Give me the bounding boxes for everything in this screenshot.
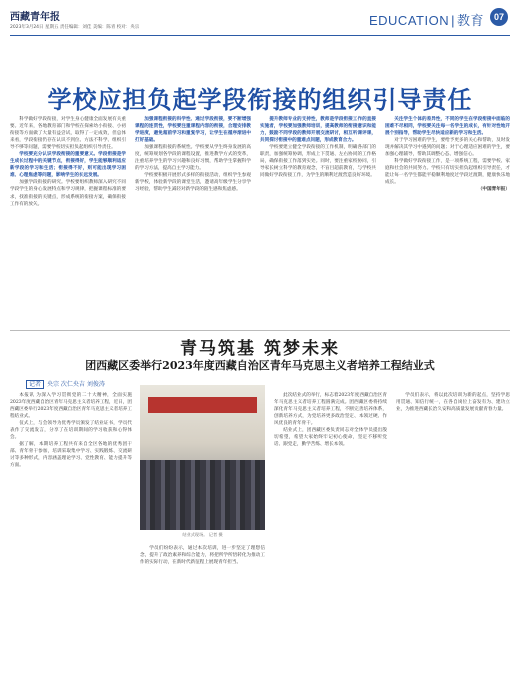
- article1-col2: [135, 116, 251, 194]
- article2-subtitle: 团西藏区委举行2023年度西藏自治区青年马克思主义者培养工程结业式: [85, 359, 435, 372]
- reporter-names: 央宗 次仁央吉 刘俊涛: [47, 381, 105, 388]
- paragraph: 仪式上，与会领导为优秀学员颁发了结业证书，学员代表作了交流发言，分享了在培训期间的学习收获和心得体会。: [10, 421, 132, 441]
- article1-title: 学校应担负起学段衔接的组织引导责任: [47, 86, 473, 114]
- paragraph: 加强学段衔接的研究。学校要组织教师深入研究不同学段学生的身心发展特点和学习规律，把握课程标准的要求，找准衔接的关键点，形成系统的衔接方案，确保衔接工作有的放矢。: [10, 180, 126, 207]
- paragraph: 本报讯 为深入学习贯彻党的二十大精神，全面实施2023年度西藏自治区青年马克思主义者培养工程，近日，团西藏区委举行2023年度西藏自治区青年马克思主义者培养工程结业式。: [10, 393, 132, 420]
- article1-col4: [385, 116, 510, 194]
- paragraph: 对于学习困难的学生，要给予更多的关心和帮助，及时发现并解决其学习中遇到的问题；对于心理适应困难的学生，要加强心理辅导，帮助其调整心态、增强信心。: [385, 138, 510, 158]
- article2-col3: [274, 392, 387, 448]
- article2-col4: [396, 392, 510, 413]
- header-rule: [10, 35, 510, 36]
- newspaper-brand: 西藏青年报: [10, 12, 60, 23]
- article1-col1: [10, 116, 126, 208]
- paragraph: 学校要充分认识学段衔接的重要意义。学段衔接是学生成长过程中的关键节点，衔接得好，学生能够顺利适应新学段的学习和生活；衔接得不好，则可能出现学习困难、心理焦虑等问题，影响学生的长远发展。: [10, 152, 126, 179]
- paragraph: 科学做好学段衔接工作，是一项系统工程，需要学校、家庭和社会的共同努力。学校只有切实担负起组织引导责任，才能让每一名学生都能平稳顺利地度过学段过渡期，健康快乐地成长。: [385, 159, 510, 186]
- paragraph: 加强课程衔接的系统性。学校要从学生终身发展的高度，统筹规划各学段的课程设置，推进教学方式的变革，注重培养学生的学习兴趣和良好习惯，帮助学生掌握科学的学习方法，提高自主学习能力。: [135, 145, 251, 172]
- paragraph: 加强课程衔接的科学性、通过学段衔接，要不断增强课程的连贯性，学校要注重课程内容的衔接，合理安排教学进度，避免超前学习和重复学习，让学生在循序渐进中打好基础。: [135, 117, 251, 144]
- paragraph: 学校要积极开展形式多样的衔接活动，组织学生参观新学校，体验新学段的课堂生活，邀请高年级学生分享学习经验，帮助学生减轻对新学段的陌生感和焦虑感。: [135, 173, 251, 193]
- section-en: EDUCATION: [368, 13, 450, 28]
- article1-source: （中国青年报）: [477, 187, 510, 193]
- paragraph: 结业式上，团西藏区委负责同志对全体学员提出殷切希望，希望大家始终牢记初心使命，坚定不移听党话、跟党走，勤学苦练、增长本领。: [274, 428, 387, 448]
- paragraph: 学员们表示，将以此次培训为新的起点，坚持学思用贯通、知信行统一，在各自岗位上奋发有为、建功立业，为推进西藏长治久安和高质量发展贡献青春力量。: [396, 393, 510, 413]
- photo-banner: [148, 397, 257, 413]
- paragraph: 科学做好学段衔接，对学生身心健康全面发展有关重要。近年来，各地教育部门和学校在探索幼小衔接、小初衔接等方面做了大量有益尝试，取得了一定成效，但总体来看，学段衔接仍存在认识不到位、方法不科学、组织引导不够等问题，需要学校切实担负起组织引导责任。: [10, 117, 126, 151]
- event-photo: [140, 385, 265, 530]
- reporter-label: 记者: [26, 380, 44, 389]
- article2-col2: [140, 545, 265, 566]
- paragraph: 关注学生个体的差异性，不同的学生在学段衔接中面临的困难不尽相同，学校要关注每一名学生的成长，有针对性地开展个别指导，帮助学生尽快适应新的学习和生活。: [385, 117, 510, 137]
- photo-caption: 结业式现场。 记者 摄: [182, 532, 223, 537]
- section-label: EDUCATION | 教育: [368, 13, 484, 28]
- article2-title: 青马筑基 筑梦未来: [180, 339, 340, 359]
- photo-crowd: [140, 460, 265, 530]
- paragraph: 学校要建立健全学段衔接的工作机制，明确各部门的职责，加强统筹协调，形成上下贯通、左右协同的工作格局，确保衔接工作落到实处。同时，要注重家校协同，引导家长树立科学的教育观念，不盲目超前教育，与学校共同做好学段衔接工作，为学生的顺利过渡营造良好环境。: [260, 145, 376, 179]
- article1-col3: [260, 116, 376, 179]
- issue-meta: 2023年3月24日 星期五 责任编辑：刘佳 美编：陈青 校对：央宗: [10, 25, 140, 30]
- article-divider: [10, 330, 510, 331]
- paragraph: 提升教师专业的支持性，教师是学段衔接工作的直接实施者，学校要加强教师培训，提高教师的衔接意识和能力，鼓励不同学段的教师开展交流研讨，相互听课评课，共同探讨衔接中的重难点问题，形成教育合力。: [260, 117, 376, 144]
- section-cn: 教育: [456, 13, 484, 28]
- paragraph: 学员们纷纷表示，通过本次培训，进一步坚定了理想信念，提升了政治素养和综合能力，将把所学所悟转化为推动工作的实际行动，在新时代新征程上展现青年担当。: [140, 546, 265, 566]
- article2-col1: [10, 392, 132, 470]
- page-header: [10, 6, 510, 34]
- paragraph: 据了解，本期培养工程共有来自全区各地的优秀团干部、青年骨干参加，培训采取集中学习、实践锻炼、交流研讨等多种形式，内容涵盖理论学习、党性教育、能力提升等方面。: [10, 442, 132, 469]
- paragraph: 此次结业式的举行，标志着2023年度西藏自治区青年马克思主义者培养工程圆满完成。团西藏区委将持续深化青年马克思主义者培养工程，不断完善培养体系，创新培养方式，为党培养更多政治坚定、本领过硬、作风优良的青年骨干。: [274, 393, 387, 427]
- article2-reporters: [26, 379, 105, 388]
- page-number: 07: [490, 8, 508, 26]
